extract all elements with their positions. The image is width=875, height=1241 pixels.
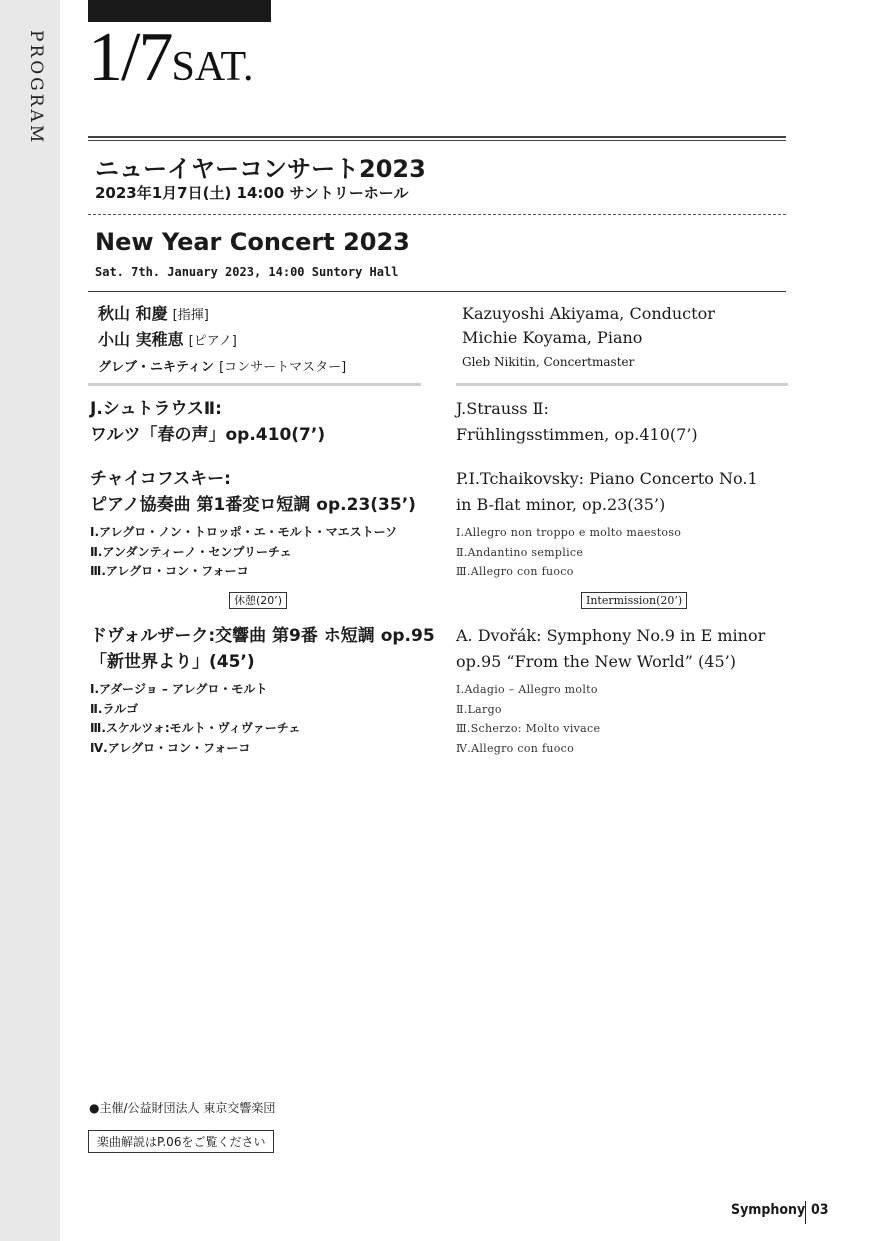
movement-item: Ⅱ.Andantino semplice [456, 545, 584, 559]
piece-3-jp [90, 623, 435, 758]
piece-line: op.95 “From the New World” (45’) [456, 652, 736, 671]
organizer-note: ●主催/公益財団法人 東京交響楽団 [89, 1101, 276, 1115]
date-weekday: SAT. [171, 44, 254, 90]
concert-date-heading [88, 18, 254, 98]
sidebar-label: PROGRAM [26, 30, 46, 146]
performers-en [462, 302, 715, 374]
piece-line: J.シュトラウスⅡ: [90, 399, 222, 419]
movement-item: Ⅱ.アンダンティーノ・センプリーチェ [90, 544, 292, 559]
concert-date-en: Sat. 7th. January 2023, 14:00 Suntory Hall [95, 265, 399, 279]
piece-2-jp [90, 466, 435, 582]
section-divider-en [456, 383, 788, 386]
movement-item: Ⅰ.Allegro non troppo e molto maestoso [456, 526, 682, 539]
performer-row [98, 328, 346, 354]
piece-line: Frühlingsstimmen, op.410(7’) [456, 425, 698, 444]
piece-line: ドヴォルザーク:交響曲 第9番 ホ短調 op.95 [90, 626, 435, 646]
section-divider-jp [88, 383, 421, 386]
performer-role: [コンサートマスター] [219, 360, 347, 375]
date-number: 1/7 [88, 19, 172, 96]
concert-title-jp: ニューイヤーコンサート2023 [95, 155, 426, 183]
performer-name: グレブ・ニキティン [98, 360, 214, 375]
piece-line: J.Strauss Ⅱ: [456, 399, 549, 418]
movement-item: Ⅲ.Scherzo: Molto vivace [456, 722, 601, 735]
performer-row [98, 302, 346, 328]
piece-1-en [456, 396, 796, 448]
concert-title-en: New Year Concert 2023 [95, 228, 410, 256]
piece-line: 「新世界より」(45’) [90, 652, 255, 672]
sidebar [0, 0, 60, 1241]
piece-line: ピアノ協奏曲 第1番変ロ短調 op.23(35’) [90, 495, 416, 515]
piece-line: A. Dvořák: Symphony No.9 in E minor [456, 626, 766, 645]
piece-line: チャイコフスキー: [90, 469, 231, 489]
program-notes-reference: 楽曲解説はP.06をご覧ください [88, 1130, 274, 1153]
performer-en-row: Michie Koyama, Piano [462, 328, 643, 347]
footer-publication: Symphony [731, 1202, 806, 1218]
piece-3-en [456, 623, 796, 758]
piece-line: ワルツ「春の声」op.410(7’) [90, 425, 326, 445]
movement-item: Ⅱ.ラルゴ [90, 701, 139, 716]
concert-date-jp: 2023年1月7日(土) 14:00 サントリーホール [95, 184, 409, 202]
performer-name: 小山 実稚恵 [98, 330, 184, 349]
intermission-label-jp: 休憩(20’) [229, 592, 287, 609]
page-number: 03 [811, 1202, 829, 1218]
performer-name: 秋山 和慶 [98, 304, 168, 323]
performer-role: [ピアノ] [188, 334, 237, 349]
footer-separator [805, 1201, 806, 1224]
dashed-divider [88, 214, 786, 215]
movement-item: Ⅱ.Largo [456, 702, 502, 716]
movement-item: Ⅰ.アレグロ・ノン・トロッポ・エ・モルト・マエストーソ [90, 525, 398, 539]
movement-item: Ⅳ.Allegro con fuoco [456, 741, 575, 755]
performer-en-row: Gleb Nikitin, Concertmaster [462, 355, 635, 369]
movement-item: Ⅲ.スケルツォ:モルト・ヴィヴァーチェ [90, 721, 301, 735]
movement-item: Ⅳ.アレグロ・コン・フォーコ [90, 740, 251, 755]
thin-divider [88, 291, 786, 292]
piece-line: in B-flat minor, op.23(35’) [456, 495, 666, 514]
piece-line: P.I.Tchaikovsky: Piano Concerto No.1 [456, 469, 758, 488]
performer-role: [指揮] [172, 308, 209, 323]
intermission-label-en: Intermission(20’) [581, 592, 687, 609]
movement-item: Ⅰ.Adagio – Allegro molto [456, 683, 598, 696]
piece-2-en [456, 466, 796, 582]
double-divider [88, 136, 786, 141]
movement-item: Ⅰ.アダージョ – アレグロ・モルト [90, 682, 268, 696]
movement-item: Ⅲ.アレグロ・コン・フォーコ [90, 564, 249, 578]
movement-item: Ⅲ.Allegro con fuoco [456, 565, 574, 578]
performer-en-row: Kazuyoshi Akiyama, Conductor [462, 304, 715, 323]
performers-jp [98, 302, 346, 380]
performer-row [98, 354, 346, 380]
piece-1-jp [90, 396, 435, 448]
